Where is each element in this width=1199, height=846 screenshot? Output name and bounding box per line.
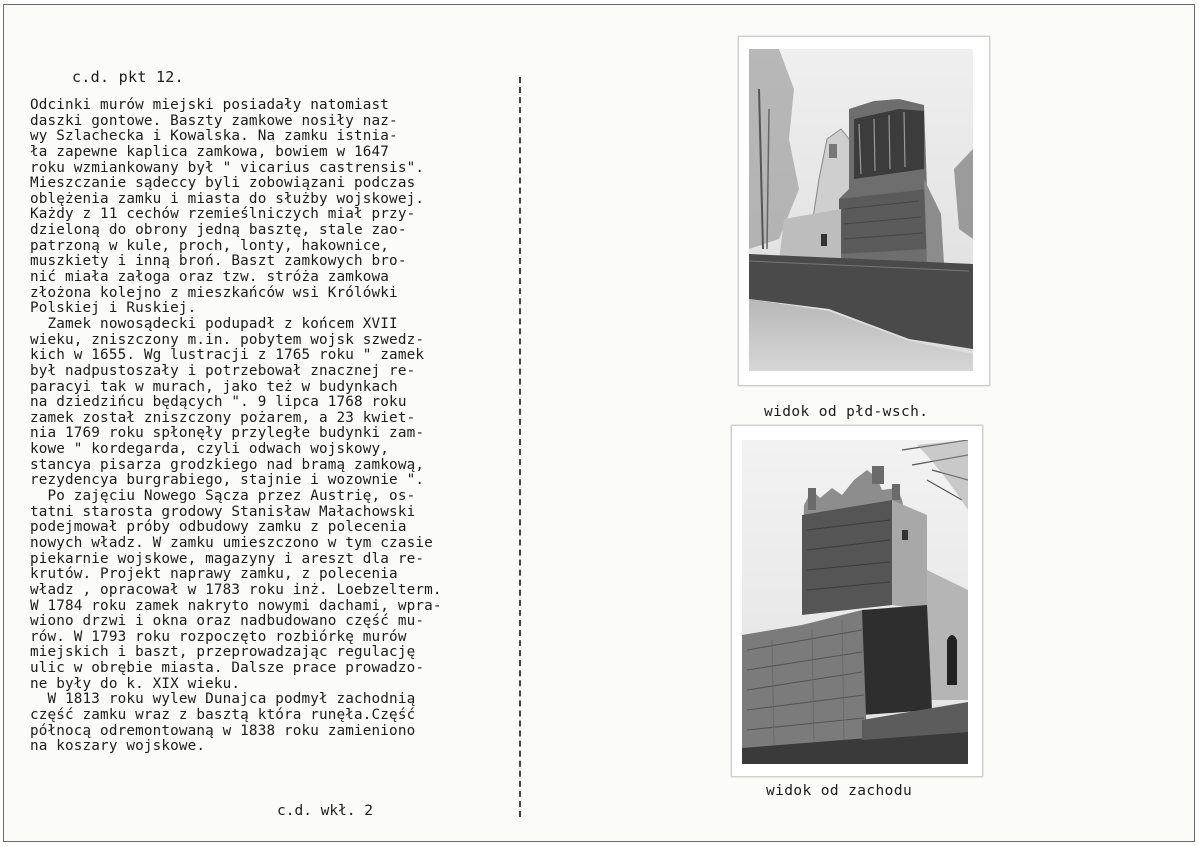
text-line: złożona kolejno z mieszkańców wsi Królówki [30,284,398,301]
text-line: na koszary wojskowe. [30,738,206,755]
text-line: część zamku wraz z basztą która runęła.Część [30,706,416,723]
body-text [30,98,520,755]
text-line: podejmował próby odbudowy zamku z polecenia [30,519,407,536]
text-line: nia 1769 roku spłonęły przyległe budynki zam- [30,425,425,442]
text-line: ła zapewne kaplica zamkowa, bowiem w 1647 [30,143,390,160]
text-line: patrzoną w kule, proch, lonty, hakownice, [30,237,390,254]
text-line: piekarnie wojskowe, magazyny i areszt dla re- [30,550,425,567]
text-line: dzieloną do obrony jedną basztę, stale zao- [30,222,407,239]
text-line: stancya pisarza grodzkiego nad bramą zamkową, [30,456,425,473]
text-line: Każdy z 11 cechów rzemieślniczych miał przy- [30,206,416,223]
text-line: kowe " kordegarda, czyli odwach wojskowy, [30,441,390,458]
text-line: północą odremontowaną w 1838 roku zamieniono [30,722,416,739]
text-line: rezydencya burgrabiego, stajnie i wozownie ". [30,472,425,489]
text-line: tatni starosta grodowy Stanisław Małachowski [30,503,416,520]
text-line: miejskich i baszt, przeprowadzając regulację [30,644,416,661]
photo-southeast-view [738,36,990,386]
text-line: muszkiety i inną broń. Baszt zamkowych bro- [30,253,407,270]
photo-west-view [731,425,983,777]
text-line: Po zajęciu Nowego Sącza przez Austrię, os- [30,488,416,505]
text-line: rów. W 1793 roku rozpoczęto rozbiórkę murów [30,628,407,645]
text-line: wiono drzwi i okna oraz nadbudowano część mu- [30,613,425,630]
text-line: był nadpustoszały i potrzebował znacznej re- [30,362,416,379]
text-line: wy Szlachecka i Kowalska. Na zamku istnia- [30,128,398,145]
castle-ruin-photo [749,49,973,371]
text-line: Zamek nowosądecki podupadł z końcem XVII [30,315,398,332]
text-line: W 1784 roku zamek nakryto nowymi dachami, wpra- [30,597,442,614]
text-line: nić miała załoga oraz tzw. stróża zamkowa [30,269,390,286]
text-line: kich w 1655. Wg lustracji z 1765 roku " zamek [30,347,425,364]
photo-caption-southeast: widok od płd-wsch. [764,404,929,420]
text-line: nowych władz. W zamku umieszczono w tym czasie [30,534,433,551]
text-line: Odcinki murów miejski posiadały natomiast [30,97,390,113]
text-line: roku wzmiankowany był " vicarius castrensis". [30,159,425,176]
text-line: wieku, zniszczony m.in. pobytem wojsk szwedz- [30,331,425,348]
text-line: oblężenia zamku i miasta do służby wojskowej. [30,190,425,207]
castle-tower-photo [742,440,968,764]
text-line: ne były do k. XIX wieku. [30,675,241,692]
text-line: władz , opracował w 1783 roku inż. Loebzelterm. [30,581,442,598]
text-line: daszki gontowe. Baszty zamkowe nosiły naz- [30,112,398,129]
text-line: paracyi tak w murach, jako też w budynkach [30,378,398,395]
photo-caption-west: widok od zachodu [766,783,913,799]
continuation-footer: c.d. wkł. 2 [277,803,374,819]
text-line: Mieszczanie sądeccy byli zobowiązani podczas [30,175,416,192]
text-line: Polskiej i Ruskiej. [30,300,197,317]
document-page [3,4,1195,842]
continuation-header: c.d. pkt 12. [72,68,184,86]
text-line: na dziedzińcu będących ". 9 lipca 1768 roku [30,394,407,411]
text-line: zamek został zniszczony pożarem, a 23 kwiet- [30,409,416,426]
text-line: krutów. Projekt naprawy zamku, z polecenia [30,566,398,583]
text-line: W 1813 roku wylew Dunajca podmył zachodnią [30,691,416,708]
text-line: ulic w obrębie miasta. Dalsze prace prowadzo- [30,660,425,677]
column-divider [519,77,521,817]
